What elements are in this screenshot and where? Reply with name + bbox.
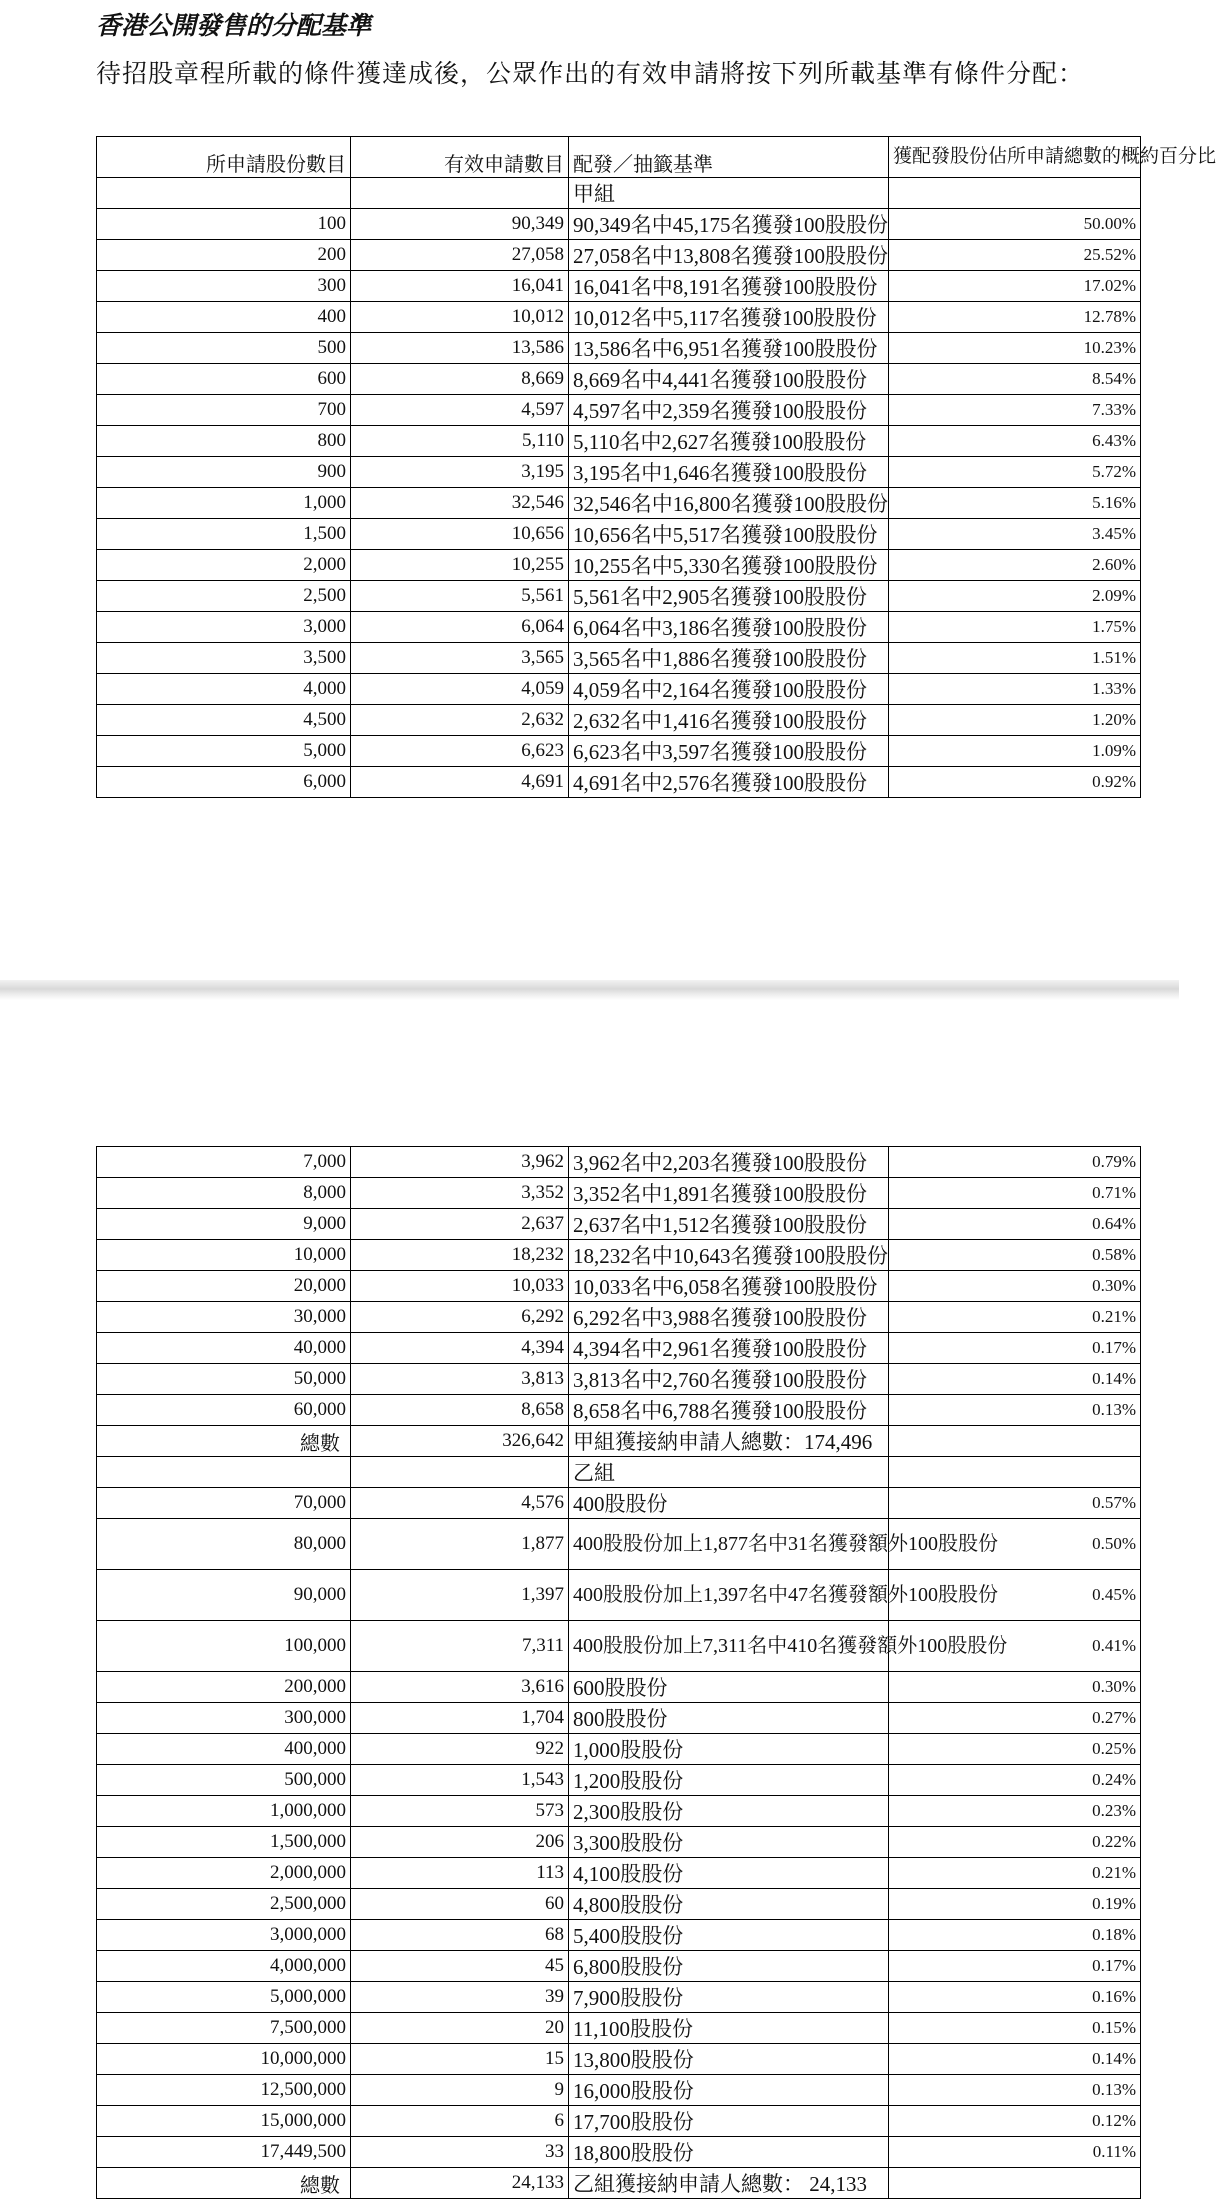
valid-applications-cell: 6 xyxy=(351,2106,569,2137)
basis-cell: 3,813名中2,760名獲發100股股份 xyxy=(569,1364,889,1395)
valid-applications-cell: 3,352 xyxy=(351,1178,569,1209)
percentage-cell: 1.09% xyxy=(889,736,1141,767)
valid-applications-cell: 4,597 xyxy=(351,395,569,426)
valid-applications-cell: 90,349 xyxy=(351,209,569,240)
group-b-label-row xyxy=(97,1457,1141,1488)
shares-applied-cell: 4,000 xyxy=(97,674,351,705)
valid-applications-cell: 68 xyxy=(351,1920,569,1951)
basis-cell: 4,394名中2,961名獲發100股股份 xyxy=(569,1333,889,1364)
shares-applied-cell: 10,000 xyxy=(97,1240,351,1271)
table-row xyxy=(97,240,1141,271)
shares-applied-cell: 2,000 xyxy=(97,550,351,581)
valid-applications-cell: 4,691 xyxy=(351,767,569,798)
table-row xyxy=(97,1209,1141,1240)
group-b-total-label: 總數 xyxy=(97,2168,351,2199)
table-row xyxy=(97,1672,1141,1703)
percentage-cell: 0.21% xyxy=(889,1302,1141,1333)
basis-cell: 10,033名中6,058名獲發100股股份 xyxy=(569,1271,889,1302)
basis-cell: 16,000股股份 xyxy=(569,2075,889,2106)
basis-cell: 4,100股股份 xyxy=(569,1858,889,1889)
table-row xyxy=(97,488,1141,519)
group-a-total-apps: 326,642 xyxy=(351,1426,569,1457)
shares-applied-cell: 500 xyxy=(97,333,351,364)
percentage-cell: 12.78% xyxy=(889,302,1141,333)
percentage-cell: 0.41% xyxy=(889,1621,1141,1672)
basis-cell: 16,041名中8,191名獲發100股股份 xyxy=(569,271,889,302)
shares-applied-cell: 300 xyxy=(97,271,351,302)
shares-applied-cell: 50,000 xyxy=(97,1364,351,1395)
valid-applications-cell: 4,394 xyxy=(351,1333,569,1364)
percentage-cell: 0.13% xyxy=(889,2075,1141,2106)
group-a-total-label: 總數 xyxy=(97,1426,351,1457)
basis-cell: 400股股份加上7,311名中410名獲發額外100股股份 xyxy=(569,1621,889,1672)
shares-applied-cell: 60,000 xyxy=(97,1395,351,1426)
basis-cell: 5,110名中2,627名獲發100股股份 xyxy=(569,426,889,457)
percentage-cell: 0.11% xyxy=(889,2137,1141,2168)
percentage-cell: 7.33% xyxy=(889,395,1141,426)
table-row xyxy=(97,395,1141,426)
valid-applications-cell: 10,656 xyxy=(351,519,569,550)
valid-applications-cell: 45 xyxy=(351,1951,569,1982)
shares-applied-cell: 30,000 xyxy=(97,1302,351,1333)
percentage-cell: 0.13% xyxy=(889,1395,1141,1426)
shares-applied-cell: 100,000 xyxy=(97,1621,351,1672)
percentage-cell: 2.60% xyxy=(889,550,1141,581)
basis-cell: 6,292名中3,988名獲發100股股份 xyxy=(569,1302,889,1333)
shares-applied-cell: 400 xyxy=(97,302,351,333)
table-row xyxy=(97,1333,1141,1364)
basis-cell: 1,200股股份 xyxy=(569,1765,889,1796)
percentage-cell: 0.58% xyxy=(889,1240,1141,1271)
header-percentage: 獲配發股份佔所申請總數的概約百分比 xyxy=(889,137,1141,178)
valid-applications-cell: 3,195 xyxy=(351,457,569,488)
basis-cell: 6,800股股份 xyxy=(569,1951,889,1982)
percentage-cell: 1.33% xyxy=(889,674,1141,705)
shares-applied-cell: 4,000,000 xyxy=(97,1951,351,1982)
page-divider xyxy=(0,980,1179,1000)
valid-applications-cell: 922 xyxy=(351,1734,569,1765)
valid-applications-cell: 1,543 xyxy=(351,1765,569,1796)
basis-cell: 18,800股股份 xyxy=(569,2137,889,2168)
valid-applications-cell: 4,059 xyxy=(351,674,569,705)
percentage-cell: 0.27% xyxy=(889,1703,1141,1734)
table-row xyxy=(97,1889,1141,1920)
table-row xyxy=(97,2137,1141,2168)
valid-applications-cell: 206 xyxy=(351,1827,569,1858)
group-b-total-row xyxy=(97,2168,1141,2199)
table-row xyxy=(97,1271,1141,1302)
percentage-cell: 0.15% xyxy=(889,2013,1141,2044)
table-row xyxy=(97,209,1141,240)
percentage-cell: 1.51% xyxy=(889,643,1141,674)
basis-cell: 400股股份加上1,877名中31名獲發額外100股股份 xyxy=(569,1519,889,1570)
shares-applied-cell: 200 xyxy=(97,240,351,271)
valid-applications-cell: 6,292 xyxy=(351,1302,569,1333)
shares-applied-cell: 8,000 xyxy=(97,1178,351,1209)
percentage-cell: 0.92% xyxy=(889,767,1141,798)
shares-applied-cell: 70,000 xyxy=(97,1488,351,1519)
basis-cell: 6,064名中3,186名獲發100股股份 xyxy=(569,612,889,643)
header-basis: 配發／抽籤基準 xyxy=(569,137,889,178)
basis-cell: 3,195名中1,646名獲發100股股份 xyxy=(569,457,889,488)
valid-applications-cell: 2,632 xyxy=(351,705,569,736)
percentage-cell: 1.20% xyxy=(889,705,1141,736)
valid-applications-cell: 3,813 xyxy=(351,1364,569,1395)
shares-applied-cell: 200,000 xyxy=(97,1672,351,1703)
shares-applied-cell: 12,500,000 xyxy=(97,2075,351,2106)
table-row xyxy=(97,1982,1141,2013)
basis-cell: 18,232名中10,643名獲發100股股份 xyxy=(569,1240,889,1271)
valid-applications-cell: 7,311 xyxy=(351,1621,569,1672)
basis-cell: 4,800股股份 xyxy=(569,1889,889,1920)
valid-applications-cell: 39 xyxy=(351,1982,569,2013)
percentage-cell: 0.23% xyxy=(889,1796,1141,1827)
allotment-table-part2 xyxy=(96,1146,1141,2199)
table-row xyxy=(97,1734,1141,1765)
group-a-label: 甲組 xyxy=(569,178,889,209)
valid-applications-cell: 1,877 xyxy=(351,1519,569,1570)
basis-cell: 600股股份 xyxy=(569,1672,889,1703)
header-valid-applications: 有效申請數目 xyxy=(351,137,569,178)
basis-cell: 90,349名中45,175名獲發100股股份 xyxy=(569,209,889,240)
valid-applications-cell: 6,064 xyxy=(351,612,569,643)
shares-applied-cell: 10,000,000 xyxy=(97,2044,351,2075)
percentage-cell: 0.18% xyxy=(889,1920,1141,1951)
percentage-cell: 1.75% xyxy=(889,612,1141,643)
table-row xyxy=(97,519,1141,550)
table-row xyxy=(97,426,1141,457)
percentage-cell: 0.64% xyxy=(889,1209,1141,1240)
percentage-cell: 8.54% xyxy=(889,364,1141,395)
valid-applications-cell: 13,586 xyxy=(351,333,569,364)
percentage-cell: 17.02% xyxy=(889,271,1141,302)
valid-applications-cell: 10,012 xyxy=(351,302,569,333)
percentage-cell: 0.22% xyxy=(889,1827,1141,1858)
table-row xyxy=(97,1920,1141,1951)
valid-applications-cell: 32,546 xyxy=(351,488,569,519)
percentage-cell: 0.71% xyxy=(889,1178,1141,1209)
percentage-cell: 2.09% xyxy=(889,581,1141,612)
valid-applications-cell: 5,561 xyxy=(351,581,569,612)
table-row xyxy=(97,736,1141,767)
document-title: 香港公開發售的分配基準 xyxy=(96,11,372,40)
basis-cell: 400股股份加上1,397名中47名獲發額外100股股份 xyxy=(569,1570,889,1621)
shares-applied-cell: 4,500 xyxy=(97,705,351,736)
basis-cell: 4,059名中2,164名獲發100股股份 xyxy=(569,674,889,705)
percentage-cell: 50.00% xyxy=(889,209,1141,240)
shares-applied-cell: 80,000 xyxy=(97,1519,351,1570)
percentage-cell: 0.17% xyxy=(889,1333,1141,1364)
shares-applied-cell: 7,500,000 xyxy=(97,2013,351,2044)
valid-applications-cell: 27,058 xyxy=(351,240,569,271)
percentage-cell: 10.23% xyxy=(889,333,1141,364)
percentage-cell: 0.30% xyxy=(889,1672,1141,1703)
valid-applications-cell: 16,041 xyxy=(351,271,569,302)
table-row xyxy=(97,364,1141,395)
table-row xyxy=(97,1621,1141,1672)
valid-applications-cell: 8,658 xyxy=(351,1395,569,1426)
percentage-cell: 0.25% xyxy=(889,1734,1141,1765)
percentage-cell: 5.72% xyxy=(889,457,1141,488)
valid-applications-cell: 6,623 xyxy=(351,736,569,767)
shares-applied-cell: 9,000 xyxy=(97,1209,351,1240)
table-row xyxy=(97,2013,1141,2044)
valid-applications-cell: 8,669 xyxy=(351,364,569,395)
shares-applied-cell: 20,000 xyxy=(97,1271,351,1302)
table-row xyxy=(97,1178,1141,1209)
table-row xyxy=(97,1858,1141,1889)
basis-cell: 10,012名中5,117名獲發100股股份 xyxy=(569,302,889,333)
valid-applications-cell: 33 xyxy=(351,2137,569,2168)
valid-applications-cell: 113 xyxy=(351,1858,569,1889)
percentage-cell: 0.19% xyxy=(889,1889,1141,1920)
group-a-total-basis: 甲組獲接納申請人總數：174,496 xyxy=(569,1426,889,1457)
shares-applied-cell: 3,000,000 xyxy=(97,1920,351,1951)
header-shares-applied: 所申請股份數目 xyxy=(97,137,351,178)
shares-applied-cell: 2,500 xyxy=(97,581,351,612)
table-row xyxy=(97,550,1141,581)
table-row xyxy=(97,457,1141,488)
percentage-cell: 0.17% xyxy=(889,1951,1141,1982)
table-header-row xyxy=(97,137,1141,178)
valid-applications-cell: 10,033 xyxy=(351,1271,569,1302)
table-row xyxy=(97,1147,1141,1178)
basis-cell: 3,565名中1,886名獲發100股股份 xyxy=(569,643,889,674)
table-row xyxy=(97,643,1141,674)
shares-applied-cell: 800 xyxy=(97,426,351,457)
table-row xyxy=(97,1703,1141,1734)
shares-applied-cell: 90,000 xyxy=(97,1570,351,1621)
group-b-total-basis: 乙組獲接納申請人總數： 24,133 xyxy=(569,2168,889,2199)
basis-cell: 10,656名中5,517名獲發100股股份 xyxy=(569,519,889,550)
valid-applications-cell: 10,255 xyxy=(351,550,569,581)
shares-applied-cell: 1,500 xyxy=(97,519,351,550)
basis-cell: 3,962名中2,203名獲發100股股份 xyxy=(569,1147,889,1178)
basis-cell: 8,658名中6,788名獲發100股股份 xyxy=(569,1395,889,1426)
shares-applied-cell: 2,500,000 xyxy=(97,1889,351,1920)
valid-applications-cell: 60 xyxy=(351,1889,569,1920)
table-row xyxy=(97,674,1141,705)
table-row xyxy=(97,1765,1141,1796)
percentage-cell: 3.45% xyxy=(889,519,1141,550)
shares-applied-cell: 3,000 xyxy=(97,612,351,643)
percentage-cell: 0.24% xyxy=(889,1765,1141,1796)
shares-applied-cell: 700 xyxy=(97,395,351,426)
table-row xyxy=(97,767,1141,798)
percentage-cell: 6.43% xyxy=(889,426,1141,457)
basis-cell: 2,300股股份 xyxy=(569,1796,889,1827)
group-b-label: 乙組 xyxy=(569,1457,889,1488)
table-row xyxy=(97,1488,1141,1519)
shares-applied-cell: 2,000,000 xyxy=(97,1858,351,1889)
table-row xyxy=(97,1827,1141,1858)
valid-applications-cell: 15 xyxy=(351,2044,569,2075)
percentage-cell: 0.21% xyxy=(889,1858,1141,1889)
valid-applications-cell: 3,565 xyxy=(351,643,569,674)
percentage-cell: 25.52% xyxy=(889,240,1141,271)
basis-cell: 1,000股股份 xyxy=(569,1734,889,1765)
percentage-cell: 0.79% xyxy=(889,1147,1141,1178)
valid-applications-cell: 1,397 xyxy=(351,1570,569,1621)
basis-cell: 4,597名中2,359名獲發100股股份 xyxy=(569,395,889,426)
valid-applications-cell: 9 xyxy=(351,2075,569,2106)
percentage-cell: 5.16% xyxy=(889,488,1141,519)
group-b-total-apps: 24,133 xyxy=(351,2168,569,2199)
basis-cell: 27,058名中13,808名獲發100股股份 xyxy=(569,240,889,271)
basis-cell: 5,400股股份 xyxy=(569,1920,889,1951)
basis-cell: 5,561名中2,905名獲發100股股份 xyxy=(569,581,889,612)
shares-applied-cell: 100 xyxy=(97,209,351,240)
basis-cell: 10,255名中5,330名獲發100股股份 xyxy=(569,550,889,581)
shares-applied-cell: 600 xyxy=(97,364,351,395)
shares-applied-cell: 500,000 xyxy=(97,1765,351,1796)
table-row xyxy=(97,1951,1141,1982)
valid-applications-cell: 1,704 xyxy=(351,1703,569,1734)
percentage-cell: 0.14% xyxy=(889,2044,1141,2075)
shares-applied-cell: 17,449,500 xyxy=(97,2137,351,2168)
table-row xyxy=(97,1364,1141,1395)
intro-paragraph: 待招股章程所載的條件獲達成後，公眾作出的有效申請將按下列所載基準有條件分配： xyxy=(96,59,1085,88)
basis-cell: 800股股份 xyxy=(569,1703,889,1734)
basis-cell: 2,632名中1,416名獲發100股股份 xyxy=(569,705,889,736)
valid-applications-cell: 3,616 xyxy=(351,1672,569,1703)
shares-applied-cell: 7,000 xyxy=(97,1147,351,1178)
percentage-cell: 0.16% xyxy=(889,1982,1141,2013)
shares-applied-cell: 300,000 xyxy=(97,1703,351,1734)
basis-cell: 2,637名中1,512名獲發100股股份 xyxy=(569,1209,889,1240)
table-row xyxy=(97,2106,1141,2137)
basis-cell: 3,300股股份 xyxy=(569,1827,889,1858)
valid-applications-cell: 2,637 xyxy=(351,1209,569,1240)
table-row xyxy=(97,333,1141,364)
percentage-cell: 0.30% xyxy=(889,1271,1141,1302)
basis-cell: 17,700股股份 xyxy=(569,2106,889,2137)
table-row xyxy=(97,581,1141,612)
table-row xyxy=(97,612,1141,643)
valid-applications-cell: 20 xyxy=(351,2013,569,2044)
table-row xyxy=(97,1519,1141,1570)
basis-cell: 7,900股股份 xyxy=(569,1982,889,2013)
shares-applied-cell: 1,500,000 xyxy=(97,1827,351,1858)
shares-applied-cell: 900 xyxy=(97,457,351,488)
table-row xyxy=(97,1395,1141,1426)
shares-applied-cell: 5,000 xyxy=(97,736,351,767)
table-row xyxy=(97,2075,1141,2106)
valid-applications-cell: 3,962 xyxy=(351,1147,569,1178)
table-row xyxy=(97,302,1141,333)
basis-cell: 400股股份 xyxy=(569,1488,889,1519)
allotment-table-part1 xyxy=(96,136,1216,798)
percentage-cell: 0.14% xyxy=(889,1364,1141,1395)
percentage-cell: 0.45% xyxy=(889,1570,1141,1621)
table-row xyxy=(97,2044,1141,2075)
basis-cell: 4,691名中2,576名獲發100股股份 xyxy=(569,767,889,798)
basis-cell: 6,623名中3,597名獲發100股股份 xyxy=(569,736,889,767)
table-row xyxy=(97,705,1141,736)
table-row xyxy=(97,271,1141,302)
basis-cell: 13,586名中6,951名獲發100股股份 xyxy=(569,333,889,364)
basis-cell: 32,546名中16,800名獲發100股股份 xyxy=(569,488,889,519)
shares-applied-cell: 400,000 xyxy=(97,1734,351,1765)
basis-cell: 13,800股股份 xyxy=(569,2044,889,2075)
valid-applications-cell: 18,232 xyxy=(351,1240,569,1271)
shares-applied-cell: 6,000 xyxy=(97,767,351,798)
shares-applied-cell: 15,000,000 xyxy=(97,2106,351,2137)
basis-cell: 8,669名中4,441名獲發100股股份 xyxy=(569,364,889,395)
percentage-cell: 0.12% xyxy=(889,2106,1141,2137)
table-row xyxy=(97,1796,1141,1827)
group-a-label-row xyxy=(97,178,1141,209)
table-row xyxy=(97,1240,1141,1271)
percentage-cell: 0.57% xyxy=(889,1488,1141,1519)
shares-applied-cell: 3,500 xyxy=(97,643,351,674)
shares-applied-cell: 40,000 xyxy=(97,1333,351,1364)
valid-applications-cell: 4,576 xyxy=(351,1488,569,1519)
shares-applied-cell: 5,000,000 xyxy=(97,1982,351,2013)
table-row xyxy=(97,1302,1141,1333)
basis-cell: 11,100股股份 xyxy=(569,2013,889,2044)
valid-applications-cell: 5,110 xyxy=(351,426,569,457)
valid-applications-cell: 573 xyxy=(351,1796,569,1827)
percentage-cell: 0.50% xyxy=(889,1519,1141,1570)
shares-applied-cell: 1,000 xyxy=(97,488,351,519)
shares-applied-cell: 1,000,000 xyxy=(97,1796,351,1827)
basis-cell: 3,352名中1,891名獲發100股股份 xyxy=(569,1178,889,1209)
group-a-total-row xyxy=(97,1426,1141,1457)
table-row xyxy=(97,1570,1141,1621)
